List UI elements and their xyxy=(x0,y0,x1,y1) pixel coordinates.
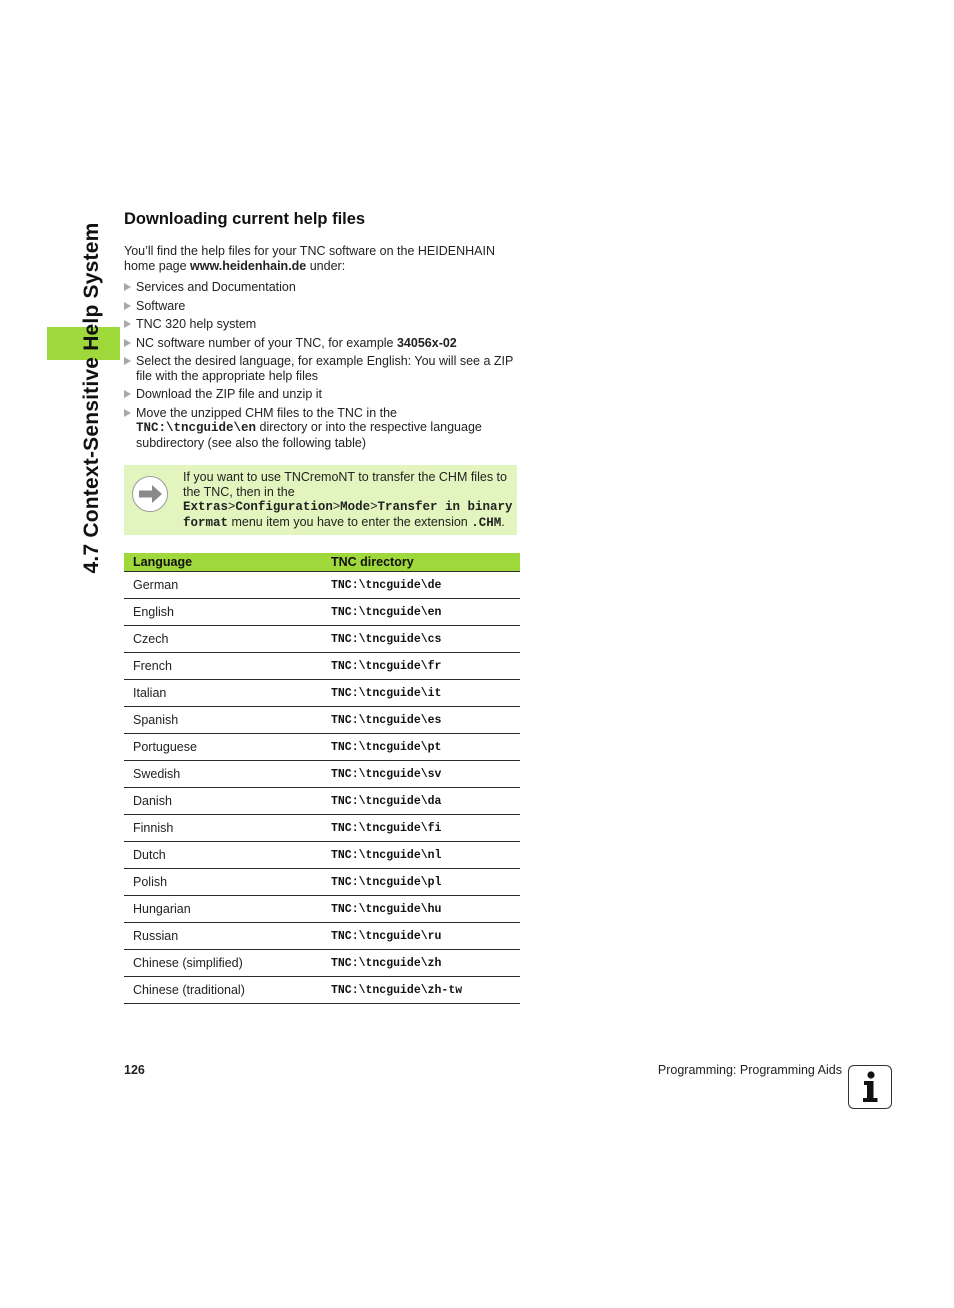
table-row xyxy=(124,761,520,788)
directory-cell: TNC:\tncguide\cs xyxy=(322,626,520,653)
table-header-row xyxy=(124,553,520,572)
note-text-mid: menu item you have to enter the extension xyxy=(228,514,472,529)
directory-cell: TNC:\tncguide\zh-tw xyxy=(322,977,520,1004)
section-heading: Downloading current help files xyxy=(124,210,366,228)
step-text: Select the desired language, for example English: You will see a ZIP file with the appropriate help files xyxy=(136,354,514,383)
step-item xyxy=(124,336,520,351)
directory-cell: TNC:\tncguide\pt xyxy=(322,734,520,761)
table-row xyxy=(124,977,520,1004)
step-item xyxy=(124,406,520,451)
directory-cell: TNC:\tncguide\da xyxy=(322,788,520,815)
step-item xyxy=(124,299,520,314)
bullet-triangle-icon xyxy=(124,357,131,365)
directory-cell: TNC:\tncguide\sv xyxy=(322,761,520,788)
table-row xyxy=(124,950,520,977)
chapter-side-title: 4.7 Context-Sensitive Help System xyxy=(80,222,103,574)
info-icon xyxy=(848,1065,892,1109)
intro-paragraph xyxy=(124,244,519,273)
table-row xyxy=(124,572,520,599)
table-row xyxy=(124,734,520,761)
step-text: TNC 320 help system xyxy=(136,317,257,331)
page-number: 126 xyxy=(124,1063,145,1077)
header-language: Language xyxy=(124,553,322,572)
note-text xyxy=(183,470,513,530)
directory-cell: TNC:\tncguide\en xyxy=(322,599,520,626)
note-text-start: If you want to use TNCremoNT to transfer the CHM files to the TNC, then in the xyxy=(183,470,507,499)
step-item xyxy=(124,280,520,295)
directory-cell: TNC:\tncguide\zh xyxy=(322,950,520,977)
step-text: NC software number of your TNC, for example xyxy=(136,335,397,350)
menu-separator: > xyxy=(370,499,378,513)
step-item xyxy=(124,387,520,402)
bullet-triangle-icon xyxy=(124,320,131,328)
language-cell: Swedish xyxy=(124,761,322,788)
directory-path: TNC:\tncguide\en xyxy=(136,421,257,435)
directory-cell: TNC:\tncguide\fi xyxy=(322,815,520,842)
directory-cell: TNC:\tncguide\ru xyxy=(322,923,520,950)
bullet-triangle-icon xyxy=(124,283,131,291)
bullet-triangle-icon xyxy=(124,409,131,417)
table-row xyxy=(124,626,520,653)
table-row xyxy=(124,896,520,923)
file-extension: .CHM xyxy=(471,515,502,530)
note-box xyxy=(124,465,517,535)
intro-text-end: under: xyxy=(306,258,346,273)
menu-separator: > xyxy=(228,499,236,513)
step-text: Services and Documentation xyxy=(136,280,296,294)
language-cell: Chinese (traditional) xyxy=(124,977,322,1004)
step-item xyxy=(124,317,520,332)
language-cell: English xyxy=(124,599,322,626)
website-link[interactable]: www.heidenhain.de xyxy=(190,258,307,273)
language-cell: Portuguese xyxy=(124,734,322,761)
directory-cell: TNC:\tncguide\es xyxy=(322,707,520,734)
bullet-triangle-icon xyxy=(124,390,131,398)
language-cell: French xyxy=(124,653,322,680)
bullet-triangle-icon xyxy=(124,302,131,310)
directory-cell: TNC:\tncguide\nl xyxy=(322,842,520,869)
language-cell: Czech xyxy=(124,626,322,653)
language-cell: Danish xyxy=(124,788,322,815)
language-cell: German xyxy=(124,572,322,599)
table-row xyxy=(124,707,520,734)
language-directory-table xyxy=(124,553,520,1004)
step-text: Move the unzipped CHM files to the TNC in the xyxy=(136,405,398,420)
table-row xyxy=(124,869,520,896)
step-text: Download the ZIP file and unzip it xyxy=(136,387,322,401)
step-list xyxy=(124,280,520,454)
menu-configuration: Configuration xyxy=(235,500,333,514)
language-cell: Russian xyxy=(124,923,322,950)
directory-cell: TNC:\tncguide\pl xyxy=(322,869,520,896)
table-row xyxy=(124,923,520,950)
footer-chapter-title: Programming: Programming Aids xyxy=(657,1063,842,1077)
language-cell: Spanish xyxy=(124,707,322,734)
language-cell: Italian xyxy=(124,680,322,707)
table-row xyxy=(124,599,520,626)
table-row xyxy=(124,680,520,707)
software-number: 34056x-02 xyxy=(396,335,457,350)
table-row xyxy=(124,788,520,815)
menu-transfer-binary: Transfer in binary format xyxy=(183,500,513,530)
arrow-right-icon xyxy=(132,476,168,512)
menu-extras: Extras xyxy=(183,500,229,514)
step-text-end: directory or into the respective language subdirectory (see also the following table) xyxy=(136,420,482,450)
step-text: Software xyxy=(136,298,186,313)
intro-text: You’ll find the help files for your TNC software on the HEIDENHAIN home page xyxy=(124,244,496,273)
directory-cell: TNC:\tncguide\it xyxy=(322,680,520,707)
table-row xyxy=(124,842,520,869)
language-cell: Dutch xyxy=(124,842,322,869)
directory-cell: TNC:\tncguide\fr xyxy=(322,653,520,680)
step-item xyxy=(124,354,520,383)
language-cell: Finnish xyxy=(124,815,322,842)
directory-cell: TNC:\tncguide\hu xyxy=(322,896,520,923)
note-text-end: . xyxy=(501,514,505,529)
directory-cell: TNC:\tncguide\de xyxy=(322,572,520,599)
language-cell: Polish xyxy=(124,869,322,896)
language-cell: Hungarian xyxy=(124,896,322,923)
language-cell: Chinese (simplified) xyxy=(124,950,322,977)
menu-mode: Mode xyxy=(340,500,371,514)
table-row xyxy=(124,815,520,842)
menu-separator: > xyxy=(332,499,341,513)
header-tnc-directory: TNC directory xyxy=(322,553,520,572)
bullet-triangle-icon xyxy=(124,339,131,347)
table-row xyxy=(124,653,520,680)
